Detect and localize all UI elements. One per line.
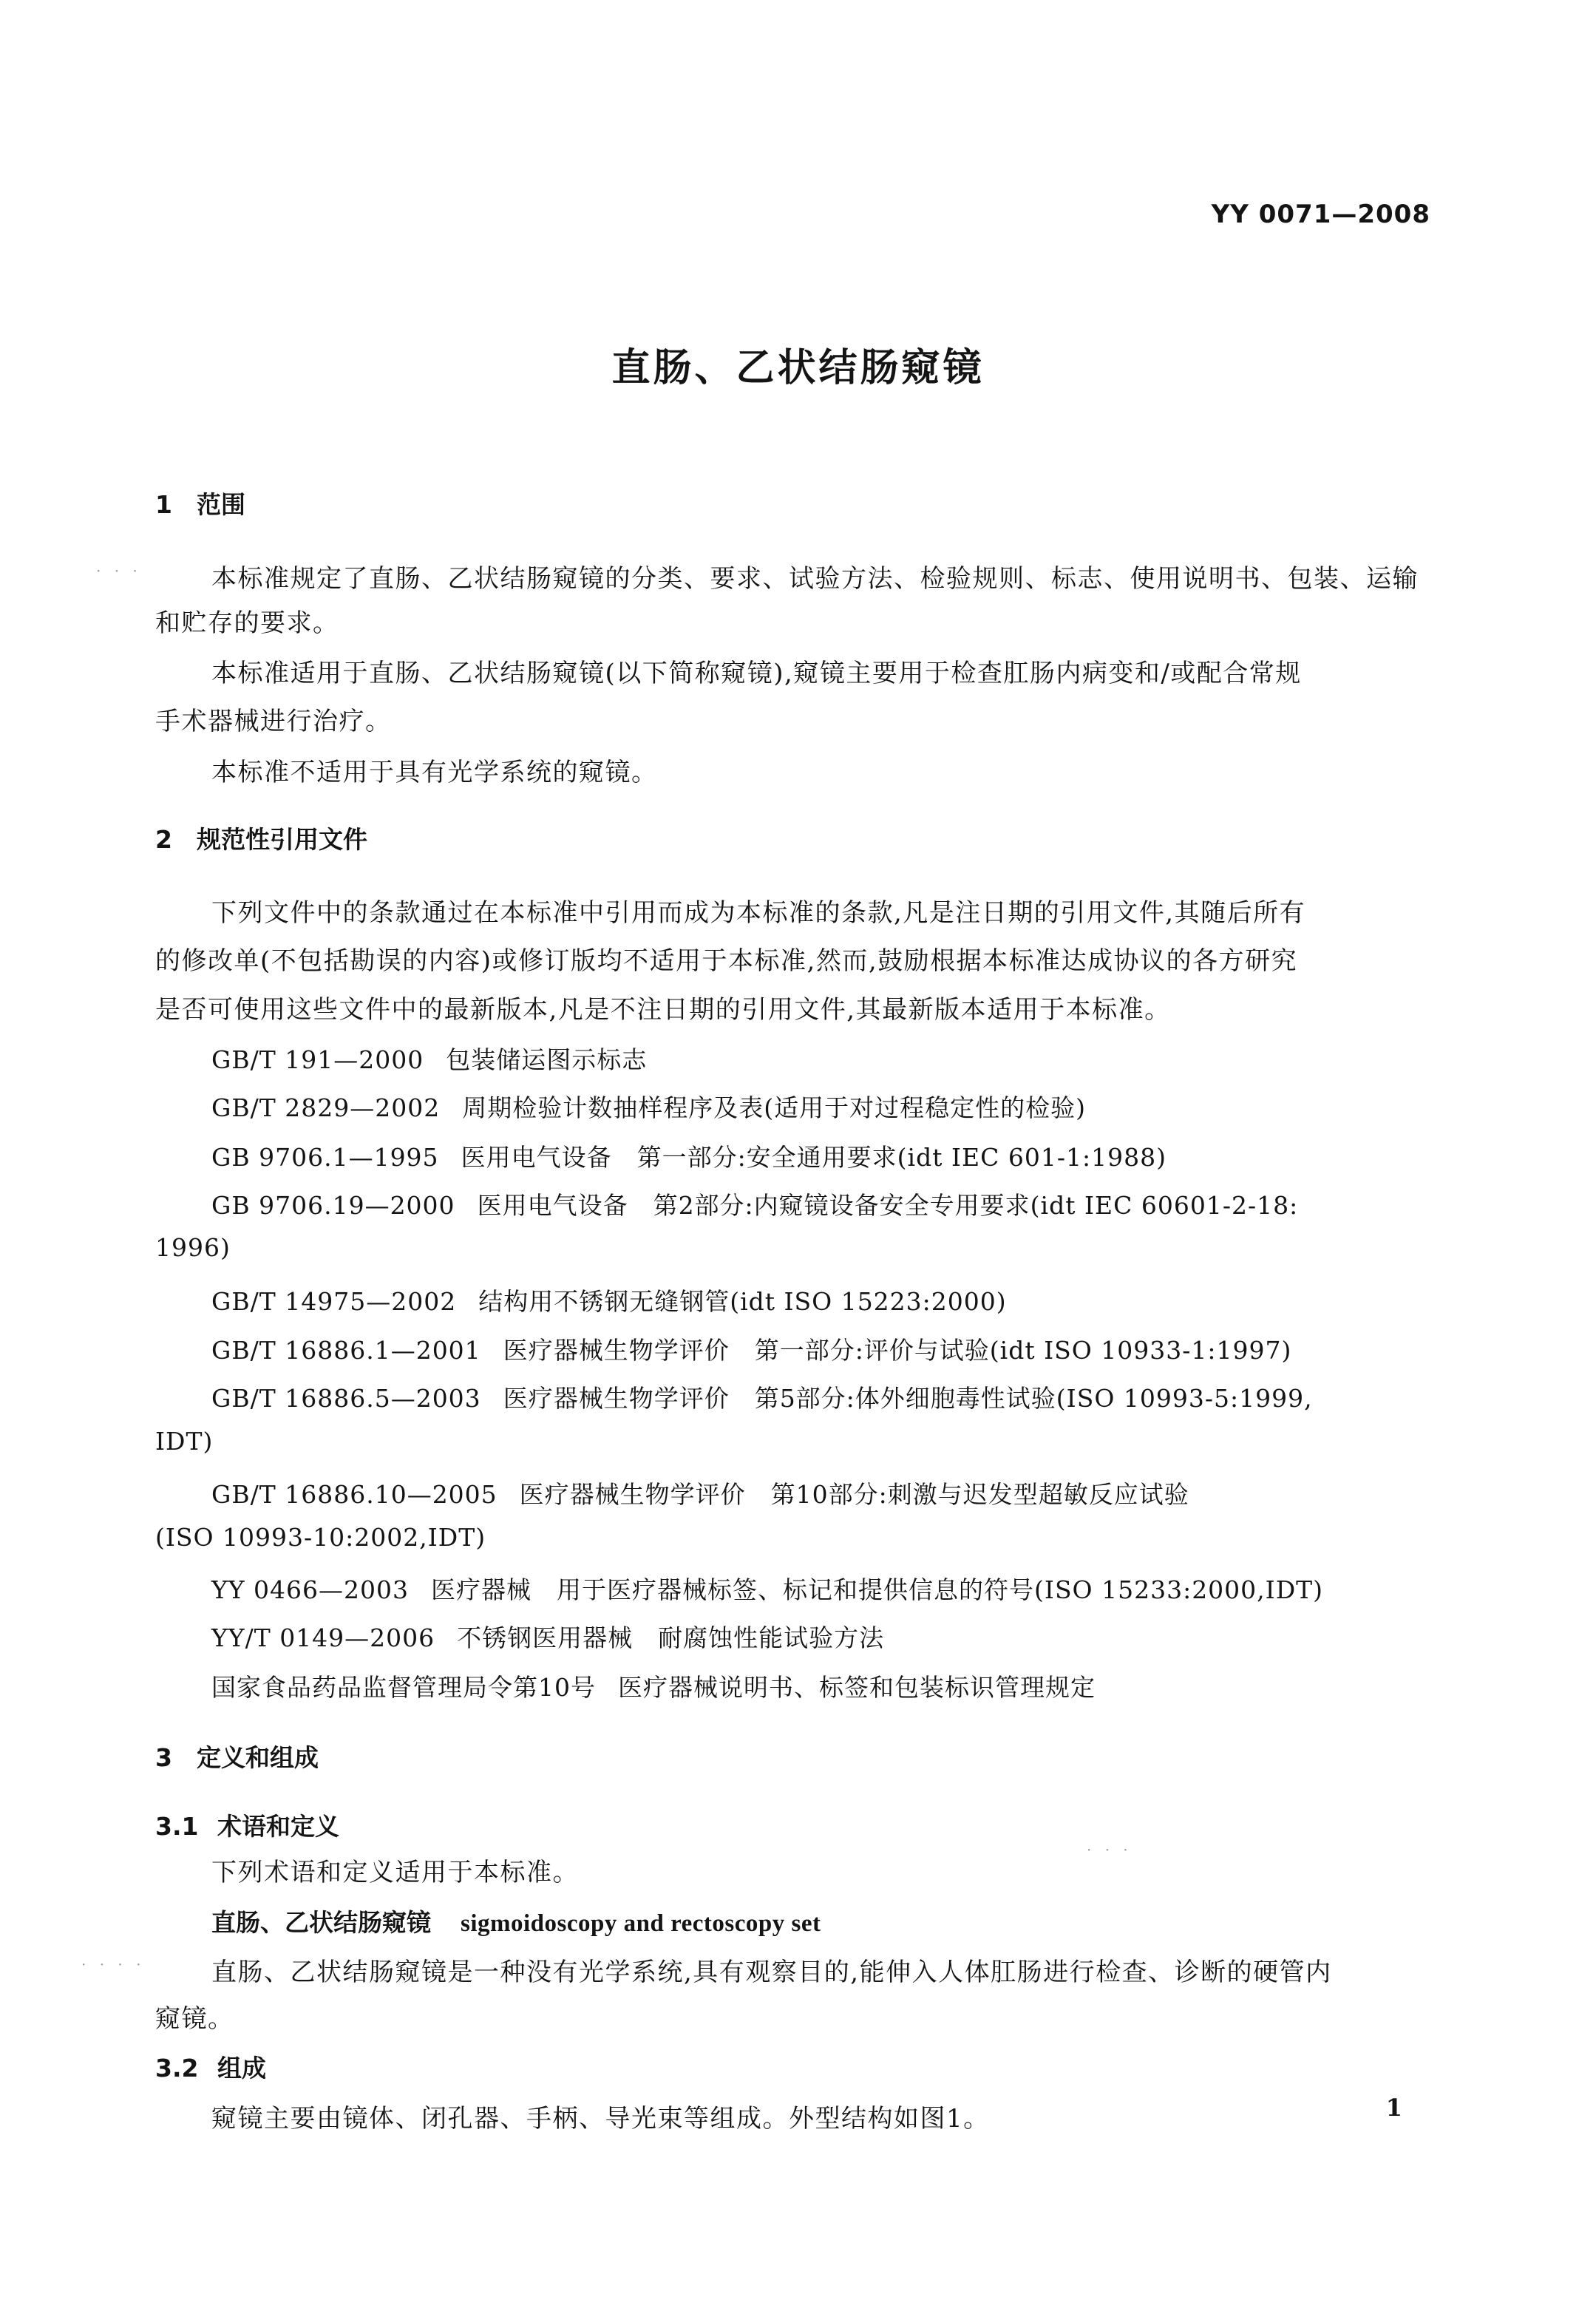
- references-intro-line-2: 的修改单(不包括勘误的内容)或修订版均不适用于本标准,然而,鼓励根据本标准达成协议的各方研究: [155, 946, 1298, 976]
- reference-title: 包装储运图示标志: [446, 1045, 648, 1074]
- reference-item: [211, 1619, 884, 1654]
- reference-code: 国家食品药品监督管理局令第10号: [211, 1673, 596, 1702]
- terms-intro: 下列术语和定义适用于本标准。: [211, 1858, 579, 1887]
- reference-title: 医疗器械生物学评价 第10部分:刺激与迟发型超敏反应试验: [519, 1480, 1189, 1509]
- section-1-number: 1: [155, 490, 172, 519]
- scan-speck: · · ·: [96, 562, 142, 580]
- reference-code: GB/T 16886.5—2003: [211, 1384, 481, 1413]
- subsection-3-2-number: 3.2: [155, 2054, 199, 2083]
- reference-title: 医疗器械说明书、标签和包装标识管理规定: [618, 1673, 1096, 1702]
- reference-title: 不锈钢医用器械 耐腐蚀性能试验方法: [457, 1623, 885, 1652]
- scope-para-3: 本标准不适用于具有光学系统的窥镜。: [211, 758, 658, 787]
- composition-text: 窥镜主要由镜体、闭孔器、手柄、导光束等组成。外型结构如图1。: [211, 2104, 990, 2134]
- section-1-title: 范围: [197, 490, 245, 519]
- reference-item: [211, 1089, 1086, 1124]
- term-entry: [211, 1904, 821, 1938]
- page-number: 1: [1385, 2094, 1402, 2122]
- term-definition-line-2: 窥镜。: [155, 2004, 234, 2034]
- scan-speck: · · · ·: [81, 1955, 146, 1973]
- document-title: 直肠、乙状结肠窥镜: [611, 346, 985, 390]
- reference-item: [211, 1669, 1096, 1703]
- reference-title: 医疗器械 用于医疗器械标签、标记和提供信息的符号(ISO 15233:2000,IDT): [431, 1575, 1324, 1604]
- section-2-heading: [155, 821, 367, 855]
- reference-code: GB/T 191—2000: [211, 1045, 424, 1074]
- reference-code: GB/T 2829—2002: [211, 1093, 441, 1122]
- reference-title: 医疗器械生物学评价 第一部分:评价与试验(idt ISO 10933-1:1997): [503, 1336, 1292, 1365]
- scan-speck: · · ·: [1087, 1841, 1133, 1859]
- reference-continuation: 1996): [155, 1233, 231, 1262]
- reference-code: GB/T 16886.10—2005: [211, 1480, 498, 1509]
- reference-item: [211, 1476, 1189, 1510]
- subsection-3-2-heading: [155, 2049, 266, 2084]
- reference-title: 结构用不锈钢无缝钢管(idt ISO 15223:2000): [478, 1287, 1007, 1316]
- reference-item: [211, 1138, 1167, 1173]
- scope-para-1-line-2: 和贮存的要求。: [155, 608, 339, 638]
- section-3-heading: [155, 1739, 319, 1774]
- reference-title: 医用电气设备 第2部分:内窥镜设备安全专用要求(idt IEC 60601-2-18:: [477, 1191, 1299, 1220]
- section-2-number: 2: [155, 825, 172, 854]
- subsection-3-2-title: 组成: [217, 2054, 266, 2083]
- reference-title: 医用电气设备 第一部分:安全通用要求(idt IEC 601-1:1988): [461, 1143, 1167, 1172]
- reference-code: GB/T 14975—2002: [211, 1287, 457, 1316]
- scope-para-2-line-2: 手术器械进行治疗。: [155, 707, 392, 736]
- reference-item: [211, 1283, 1007, 1317]
- section-3-number: 3: [155, 1743, 172, 1772]
- reference-code: YY 0466—2003: [211, 1575, 410, 1604]
- scope-para-1-line-1: 本标准规定了直肠、乙状结肠窥镜的分类、要求、试验方法、检验规则、标志、使用说明书、包装、运输: [211, 564, 1419, 594]
- term-english: sigmoidoscopy and rectoscopy set: [461, 1910, 821, 1937]
- reference-continuation: IDT): [155, 1427, 214, 1456]
- term-chinese: 直肠、乙状结肠窥镜: [211, 1908, 431, 1937]
- reference-item: [211, 1041, 647, 1076]
- reference-item: [211, 1331, 1291, 1366]
- reference-item: [211, 1187, 1298, 1221]
- references-intro-line-1: 下列文件中的条款通过在本标准中引用而成为本标准的条款,凡是注日期的引用文件,其随后所有: [211, 898, 1306, 928]
- standard-code: YY 0071—2008: [1211, 200, 1430, 229]
- subsection-3-1-heading: [155, 1808, 339, 1842]
- reference-code: YY/T 0149—2006: [211, 1623, 435, 1652]
- scope-para-2-line-1: 本标准适用于直肠、乙状结肠窥镜(以下简称窥镜),窥镜主要用于检查肛肠内病变和/或配合常规: [211, 659, 1302, 688]
- reference-item: [211, 1379, 1313, 1414]
- reference-code: GB/T 16886.1—2001: [211, 1336, 481, 1365]
- reference-title: 周期检验计数抽样程序及表(适用于对过程稳定性的检验): [462, 1093, 1086, 1122]
- section-3-title: 定义和组成: [197, 1743, 319, 1772]
- references-intro-line-3: 是否可使用这些文件中的最新版本,凡是不注日期的引用文件,其最新版本适用于本标准。: [155, 995, 1171, 1025]
- subsection-3-1-number: 3.1: [155, 1812, 199, 1841]
- reference-title: 医疗器械生物学评价 第5部分:体外细胞毒性试验(ISO 10993-5:1999,: [503, 1384, 1313, 1413]
- reference-code: GB 9706.1—1995: [211, 1143, 439, 1172]
- section-2-title: 规范性引用文件: [197, 825, 367, 854]
- reference-item: [211, 1571, 1323, 1606]
- reference-continuation: (ISO 10993-10:2002,IDT): [155, 1523, 486, 1552]
- section-1-heading: [155, 486, 245, 520]
- term-definition-line-1: 直肠、乙状结肠窥镜是一种没有光学系统,具有观察目的,能伸入人体肛肠进行检查、诊断的硬管内: [211, 1958, 1332, 1987]
- reference-code: GB 9706.19—2000: [211, 1191, 455, 1220]
- subsection-3-1-title: 术语和定义: [217, 1812, 339, 1841]
